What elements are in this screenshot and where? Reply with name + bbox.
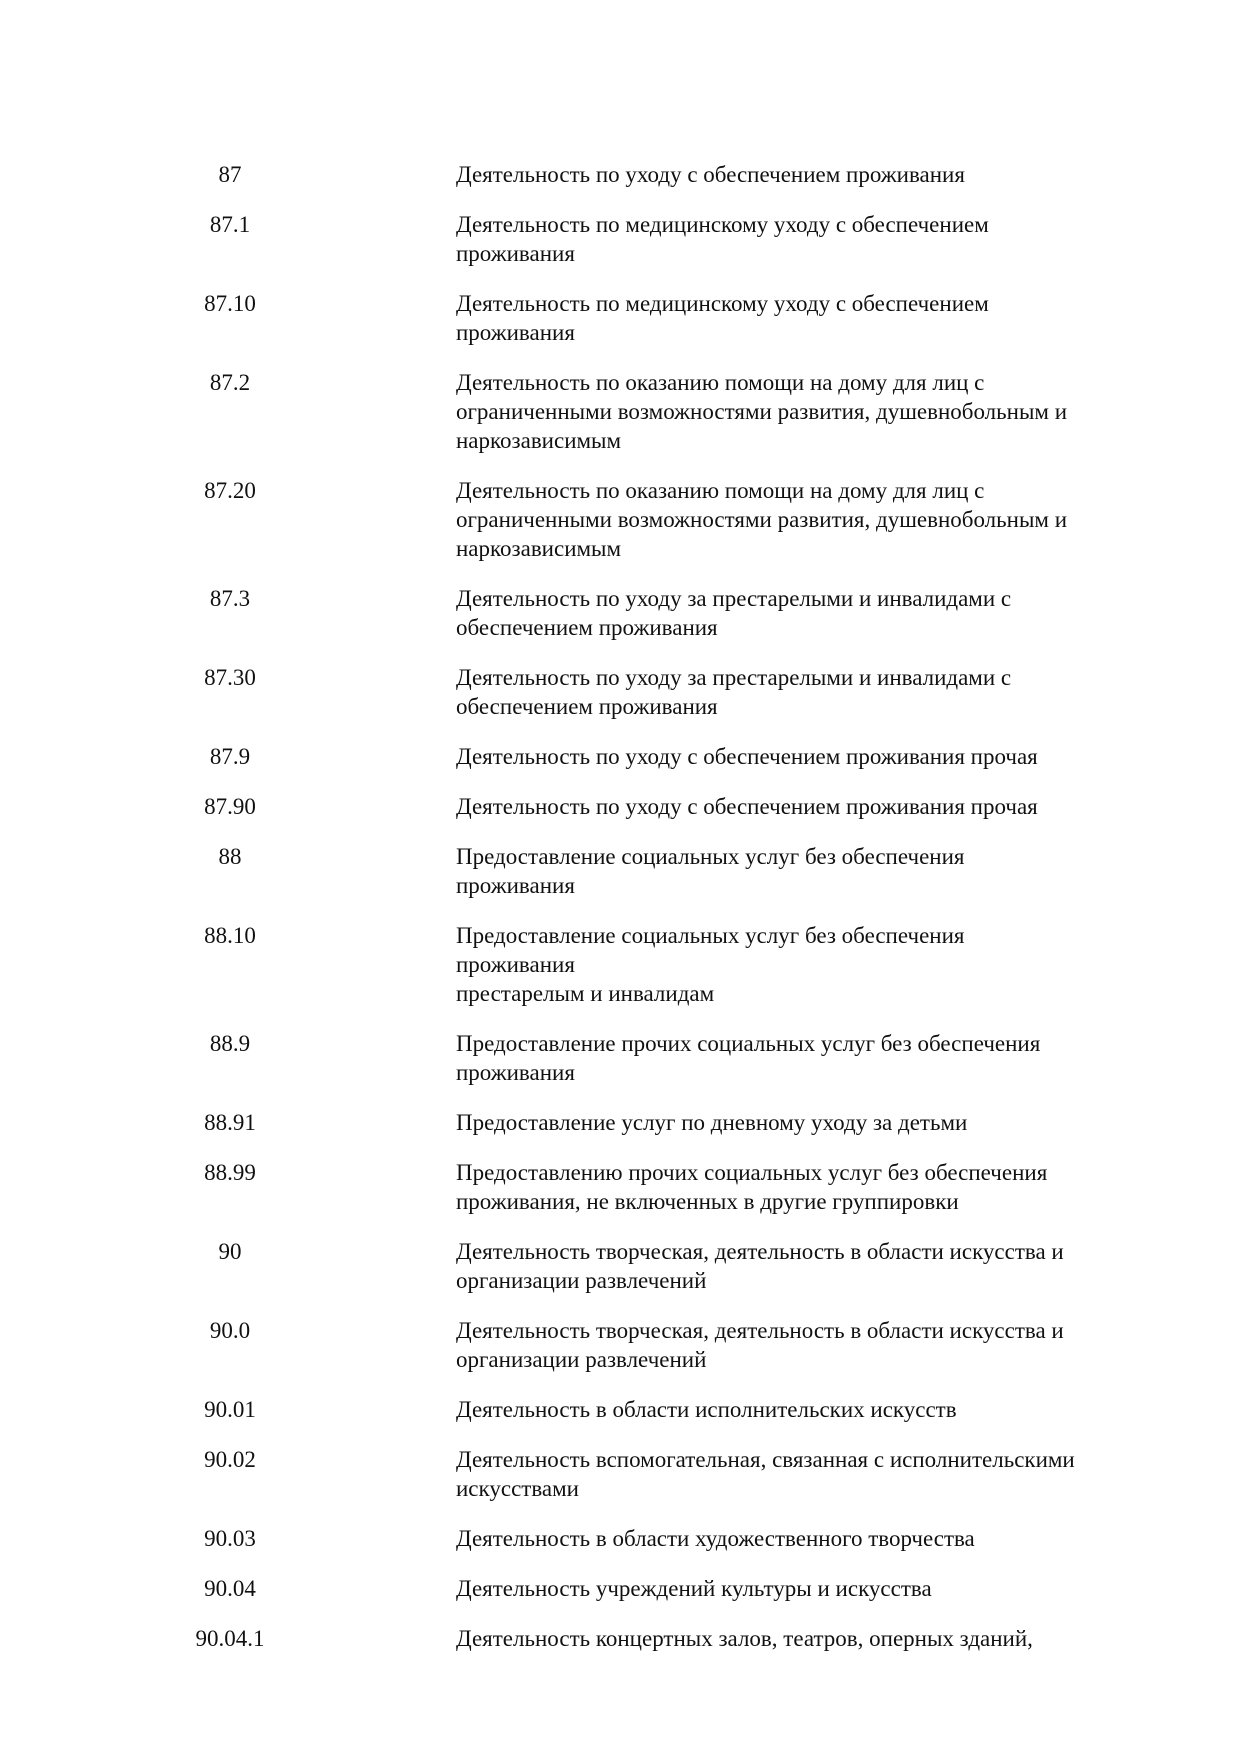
item-code: 90.04.1 — [195, 1626, 265, 1651]
item-name-line: Деятельность учреждений культуры и искусства — [456, 1576, 932, 1601]
item-code: 90.01 — [204, 1397, 256, 1422]
item-name — [456, 1395, 1080, 1424]
item-name-line: Предоставление прочих социальных услуг без обеспечения — [456, 1031, 1041, 1056]
list-item — [180, 1574, 1080, 1603]
item-name — [456, 1108, 1080, 1137]
item-name-line: Деятельность по уходу с обеспечением проживания прочая — [456, 794, 1038, 819]
list-item — [180, 1445, 1080, 1503]
item-code: 87.1 — [209, 212, 251, 237]
item-name-line: Деятельность вспомогательная, связанная с исполнительскими — [456, 1447, 1075, 1472]
item-name-line: Деятельность творческая, деятельность в области искусства и — [456, 1318, 1064, 1343]
item-code: 87 — [218, 162, 242, 187]
item-code: 87.30 — [204, 665, 256, 690]
item-name — [456, 1524, 1080, 1553]
item-name-line: Деятельность по оказанию помощи на дому для лиц с — [456, 478, 985, 503]
item-name-line: Деятельность концертных залов, театров, оперных зданий, — [456, 1626, 1033, 1651]
item-code: 87.10 — [204, 291, 256, 316]
item-name-line: наркозависимым — [456, 536, 622, 561]
item-name-line: Деятельность творческая, деятельность в области искусства и — [456, 1239, 1064, 1264]
item-name — [456, 1158, 1080, 1216]
list-item — [180, 1108, 1080, 1137]
item-name — [456, 1445, 1080, 1503]
list-item — [180, 1624, 1080, 1653]
item-name-line: организации развлечений — [456, 1268, 707, 1293]
item-name-line: обеспечением проживания — [456, 615, 718, 640]
item-code: 88.10 — [204, 923, 256, 948]
item-code: 88 — [218, 844, 242, 869]
list-item — [180, 584, 1080, 642]
item-code: 87.90 — [204, 794, 256, 819]
item-name — [456, 663, 1080, 721]
item-name-line: организации развлечений — [456, 1347, 707, 1372]
item-code: 87.20 — [204, 478, 256, 503]
item-code: 90.0 — [209, 1318, 251, 1343]
list-item — [180, 742, 1080, 771]
item-name-line: ограниченными возможностями развития, душевнобольным и — [456, 507, 1068, 532]
item-code: 90.02 — [204, 1447, 256, 1472]
item-name — [456, 368, 1080, 455]
item-name — [456, 1574, 1080, 1603]
item-name — [456, 1316, 1080, 1374]
item-name — [456, 584, 1080, 642]
list-item — [180, 1524, 1080, 1553]
item-name — [456, 842, 1080, 900]
item-name-line: Деятельность по уходу с обеспечением проживания прочая — [456, 744, 1038, 769]
item-name-line: Предоставление услуг по дневному уходу за детьми — [456, 1110, 968, 1135]
item-name-line: ограниченными возможностями развития, душевнобольным и — [456, 399, 1068, 424]
item-code: 87.3 — [209, 586, 251, 611]
item-name — [456, 160, 1080, 189]
item-name-line: Деятельность по оказанию помощи на дому для лиц с — [456, 370, 985, 395]
list-item — [180, 160, 1080, 189]
item-code: 90.04 — [204, 1576, 256, 1601]
item-name-line: Предоставление социальных услуг без обеспечения проживания — [456, 844, 965, 898]
item-name-line: наркозависимым — [456, 428, 622, 453]
list-item — [180, 921, 1080, 1008]
item-name-line: Деятельность по медицинскому уходу с обеспечением — [456, 212, 989, 237]
list-item — [180, 1029, 1080, 1087]
list-item — [180, 842, 1080, 900]
item-name-line: Деятельность по медицинскому уходу с обеспечением — [456, 291, 989, 316]
item-name — [456, 289, 1080, 347]
item-name-line: проживания — [456, 241, 575, 266]
item-name — [456, 1029, 1080, 1087]
list-item — [180, 368, 1080, 455]
item-code: 90 — [218, 1239, 242, 1264]
item-name-line: проживания — [456, 1060, 575, 1085]
list-item — [180, 792, 1080, 821]
item-name-line: Деятельность в области художественного творчества — [456, 1526, 975, 1551]
item-name-line: проживания, не включенных в другие группировки — [456, 1189, 959, 1214]
item-name-line: обеспечением проживания — [456, 694, 718, 719]
classifier-list — [180, 160, 1080, 1674]
item-name-line: искусствами — [456, 1476, 579, 1501]
item-name-line: престарелым и инвалидам — [456, 981, 715, 1006]
item-name-line: Деятельность по уходу за престарелыми и инвалидами с — [456, 665, 1012, 690]
item-code: 88.9 — [209, 1031, 251, 1056]
list-item — [180, 1237, 1080, 1295]
item-name — [456, 792, 1080, 821]
list-item — [180, 1316, 1080, 1374]
item-name-line: Предоставление социальных услуг без обеспечения проживания — [456, 923, 965, 977]
item-name — [456, 210, 1080, 268]
list-item — [180, 210, 1080, 268]
item-name — [456, 476, 1080, 563]
list-item — [180, 1158, 1080, 1216]
item-name — [456, 742, 1080, 771]
item-name — [456, 921, 1080, 1008]
list-item — [180, 663, 1080, 721]
list-item — [180, 289, 1080, 347]
item-code: 88.91 — [204, 1110, 256, 1135]
list-item — [180, 1395, 1080, 1424]
item-name-line: проживания — [456, 320, 575, 345]
item-code: 87.9 — [209, 744, 251, 769]
item-name-line: Деятельность по уходу с обеспечением проживания — [456, 162, 965, 187]
list-item — [180, 476, 1080, 563]
item-name — [456, 1237, 1080, 1295]
item-name-line: Деятельность по уходу за престарелыми и инвалидами с — [456, 586, 1012, 611]
item-code: 87.2 — [209, 370, 251, 395]
item-name-line: Предоставлению прочих социальных услуг без обеспечения — [456, 1160, 1048, 1185]
item-code: 90.03 — [204, 1526, 256, 1551]
item-name-line: Деятельность в области исполнительских искусств — [456, 1397, 957, 1422]
item-code: 88.99 — [204, 1160, 256, 1185]
item-name — [456, 1624, 1080, 1653]
